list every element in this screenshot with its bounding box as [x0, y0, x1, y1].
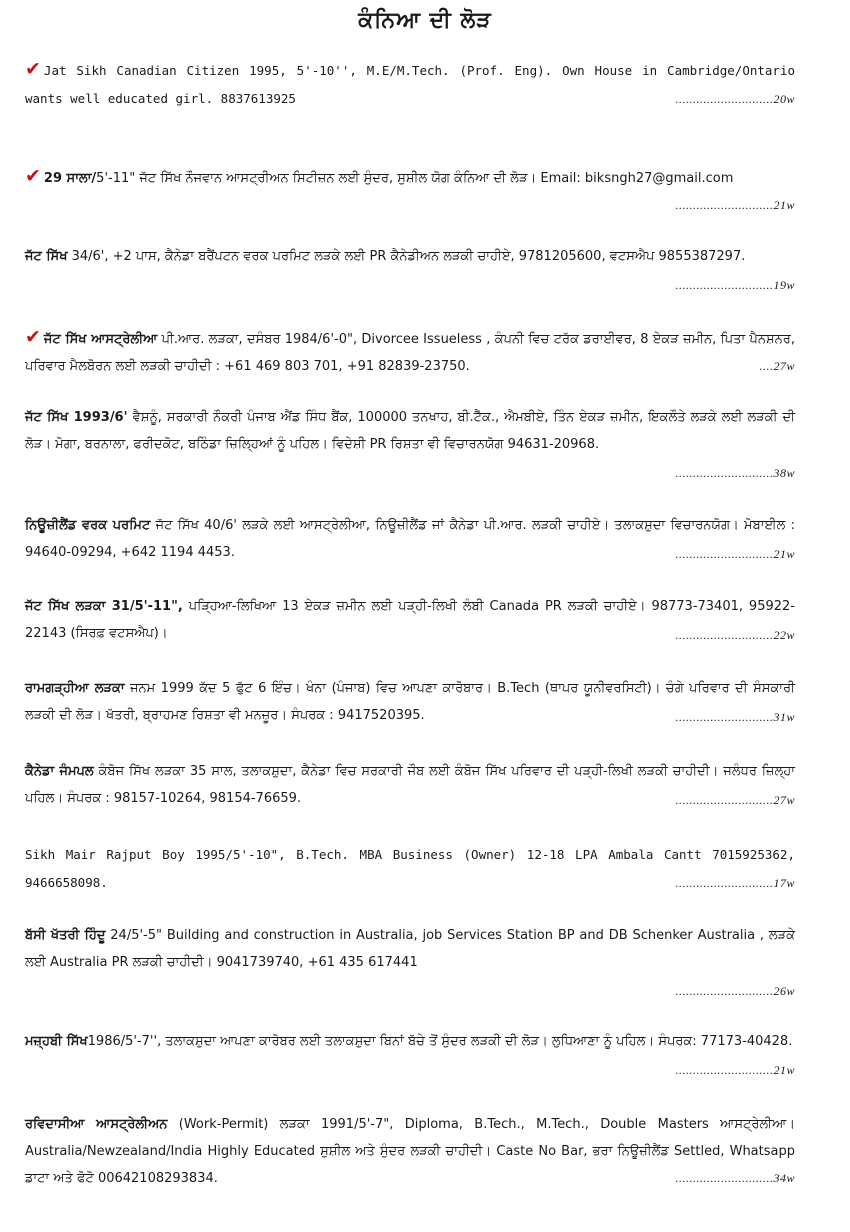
listing	[25, 675, 795, 731]
listing-ref: ............................34w	[675, 1171, 795, 1185]
listing-lead: ਬੱਸੀ ਖੱਤਰੀ ਹਿੰਦੂ	[25, 928, 106, 943]
listing	[25, 593, 795, 649]
listing-ref: ............................31w	[675, 710, 795, 724]
listing-lead: 29 ਸਾਲਾ/	[43, 171, 97, 186]
listing-body: Sikh Mair Rajput Boy 1995/5'-10", B.Tech. MBA Business (Owner) 12-18 LPA Ambala Cantt 7015925362, 9466658098.	[25, 847, 795, 890]
listing	[25, 1028, 795, 1084]
listing-body: Jat Sikh Canadian Citizen 1995, 5'-10'', M.E/M.Tech. (Prof. Eng). Own House in Cambridge/Ontario wants well educated girl. 8837613925	[25, 63, 795, 106]
listing-ref: ....27w	[759, 359, 795, 373]
listing-lead: ਮਜ਼੍ਹਬੀ ਸਿੱਖ	[25, 1034, 88, 1049]
listing-lead: ਜੱਟ ਸਿੱਖ	[25, 249, 68, 264]
listing-body: ਪੀ.ਆਰ. ਲੜਕਾ, ਦਸੰਬਰ 1984/6'-0", Divorcee Issueless , ਕੰਪਨੀ ਵਿਚ ਟਰੱਕ ਡਰਾਈਵਰ, 8 ਏਕੜ ਜ਼ਮੀਨ, ਪਿਤਾ ਪੈਨਸ਼ਨਰ, ਪਰਿਵਾਰ ਮੈਲਬੋਰਨ ਲਈ ਲੜਕੀ ਚਾਹੀਦੀ : +61 469 803 701, +91 82839-23750.	[25, 332, 795, 374]
listing-body: ਕੰਬੋਜ ਸਿੱਖ ਲੜਕਾ 35 ਸਾਲ, ਤਲਾਕਸ਼ੁਦਾ, ਕੈਨੇਡਾ ਵਿਚ ਸਰਕਾਰੀ ਜੌਬ ਲਈ ਕੰਬੋਜ ਸਿੱਖ ਪਰਿਵਾਰ ਦੀ ਪੜ੍ਹੀ-ਲਿਖੀ ਲੜਕੀ ਚਾਹੀਦੀ। ਜਲੰਧਰ ਜ਼ਿਲ੍ਹਾ ਪਹਿਲ। ਸੰਪਰਕ : 98157-10264, 98154-76659.	[25, 764, 795, 806]
listing-lead: ਜੱਟ ਸਿੱਖ ਆਸਟ੍ਰੇਲੀਆ	[43, 332, 158, 347]
listing-ref: ............................38w	[675, 466, 795, 480]
listing	[25, 758, 795, 814]
listing-ref: ............................17w	[675, 876, 795, 890]
listing	[25, 56, 795, 112]
listing-lead: ਰਾਮਗੜ੍ਹੀਆ ਲੜਕਾ	[25, 681, 125, 696]
listing	[25, 1111, 795, 1195]
listing-lead: ਜੱਟ ਸਿੱਖ ਲੜਕਾ 31/5'-11",	[25, 599, 183, 614]
listing-ref: ............................26w	[675, 984, 795, 998]
checkmark-icon: ✔	[25, 58, 41, 80]
listing-lead: ਕੈਨੇਡਾ ਜੰਮਪਲ	[25, 764, 94, 779]
listing	[25, 404, 795, 488]
listing-body: 34/6', +2 ਪਾਸ, ਕੈਨੇਡਾ ਬਰੈਂਪਟਨ ਵਰਕ ਪਰਮਿਟ ਲੜਕੇ ਲਈ PR ਕੈਨੇਡੀਅਨ ਲੜਕੀ ਚਾਹੀਏ, 9781205600, ਵਟਸਐਪ 9855387297.	[71, 249, 746, 264]
listing-lead: ਨਿਊਜ਼ੀਲੈਂਡ ਵਰਕ ਪਰਮਿਟ	[25, 518, 151, 533]
listing-body: 5'-11" ਜੱਟ ਸਿੱਖ ਨੌਜਵਾਨ ਆਸਟ੍ਰੀਅਨ ਸਿਟੀਜ਼ਨ ਲਈ ਸੁੰਦਰ, ਸੁਸ਼ੀਲ ਯੋਗ ਕੰਨਿਆ ਦੀ ਲੋੜ। Email: biksngh27@gmail.com	[96, 171, 734, 186]
listing-body: ਜਨਮ 1999 ਕੱਦ 5 ਫੁੱਟ 6 ਇੰਚ। ਖੰਨਾ (ਪੰਜਾਬ) ਵਿਚ ਆਪਣਾ ਕਾਰੋਬਾਰ। B.Tech (ਥਾਪਰ ਯੂਨੀਵਰਸਿਟੀ)। ਚੰਗੇ ਪਰਿਵਾਰ ਦੀ ਸੰਸਕਾਰੀ ਲੜਕੀ ਦੀ ਲੋੜ। ਖੱਤਰੀ, ਬ੍ਰਾਹਮਣ ਰਿਸ਼ਤਾ ਵੀ ਮਨਜ਼ੂਰ। ਸੰਪਰਕ : 9417520395.	[25, 681, 795, 723]
listing-ref: ............................21w	[675, 1063, 795, 1077]
listing-body: 1986/5'-7'', ਤਲਾਕਸ਼ੁਦਾ ਆਪਣਾ ਕਾਰੋਬਰ ਲਈ ਤਲਾਕਸ਼ੁਦਾ ਬਿਨਾਂ ਬੱਚੇ ਤੋਂ ਸੁੰਦਰ ਲੜਕੀ ਦੀ ਲੋੜ। ਲੁਧਿਆਣਾ ਨੂੰ ਪਹਿਲ। ਸੰਪਰਕ: 77173-40428.	[87, 1034, 793, 1049]
listing	[25, 243, 795, 299]
listing-ref: ............................22w	[675, 628, 795, 642]
listing-body: (Work-Permit) ਲੜਕਾ 1991/5'-7", Diploma, B.Tech., M.Tech., Double Masters ਆਸਟ੍ਰੇਲੀਆ। Australia/Newzealand/India Highly Educated ਸੁਸ਼ੀਲ ਅਤੇ ਸੁੰਦਰ ਲੜਕੀ ਚਾਹੀਦੀ। Caste No Bar, ਭਰਾ ਨਿਊਜ਼ੀਲੈਂਡ Settled, Whatsapp ਡਾਟਾ ਅਤੇ ਫੋਟੋ 00642108293834.	[25, 1117, 795, 1186]
listing-ref: ............................21w	[675, 547, 795, 561]
listing	[25, 841, 795, 897]
listing	[25, 922, 795, 1004]
listing-lead: ਜੱਟ ਸਿੱਖ 1993/6'	[25, 410, 128, 425]
checkmark-icon: ✔	[25, 326, 41, 348]
listing-ref: ............................20w	[675, 92, 795, 106]
listing-body: 24/5'-5" Building and construction in Australia, job Services Station BP and DB Schenker Australia , ਲੜਕੇ ਲਈ Australia PR ਲੜਕੀ ਚਾਹੀਦੀ। 9041739740, +61 435 617441	[25, 928, 796, 970]
checkmark-icon: ✔	[25, 165, 41, 187]
listing	[25, 512, 795, 568]
listing-body: ਵੈਸ਼ਨੂੰ, ਸਰਕਾਰੀ ਨੌਕਰੀ ਪੰਜਾਬ ਐਂਡ ਸਿੰਧ ਬੈਂਕ, 100000 ਤਨਖਾਹ, ਬੀ.ਟੈੱਕ., ਐਮਬੀਏ, ਤਿੰਨ ਏਕੜ ਜ਼ਮੀਨ, ਇਕਲੌਤੇ ਲੜਕੇ ਲਈ ਲੜਕੀ ਦੀ ਲੋੜ। ਮੋਗਾ, ਬਰਨਾਲਾ, ਫਰੀਦਕੋਟ, ਬਠਿੰਡਾ ਜ਼ਿਲ੍ਹਿਆਂ ਨੂੰ ਪਹਿਲ। ਵਿਦੇਸ਼ੀ PR ਰਿਸ਼ਤਾ ਵੀ ਵਿਚਾਰਨਯੋਗ 94631-20968.	[25, 410, 795, 452]
listing-ref: ............................21w	[675, 198, 795, 212]
listing-body: ਪੜ੍ਹਿਆ-ਲਿਖਿਆ 13 ਏਕੜ ਜ਼ਮੀਨ ਲਈ ਪੜ੍ਹੀ-ਲਿਖੀ ਲੰਬੀ Canada PR ਲੜਕੀ ਚਾਹੀਏ। 98773-73401, 95922-22143 (ਸਿਰਫ਼ ਵਟਸਐਪ)।	[25, 599, 795, 641]
listing-body: ਜੱਟ ਸਿੱਖ 40/6' ਲੜਕੇ ਲਈ ਆਸਟ੍ਰੇਲੀਆ, ਨਿਊਜ਼ੀਲੈਂਡ ਜਾਂ ਕੈਨੇਡਾ ਪੀ.ਆਰ. ਲੜਕੀ ਚਾਹੀਏ। ਤਲਾਕਸ਼ੁਦਾ ਵਿਚਾਰਨਯੋਗ। ਮੋਬਾਈਲ : 94640-09294, +642 1194 4453.	[25, 518, 795, 560]
listing-lead: ਰਵਿਦਾਸੀਆ ਆਸਟ੍ਰੇਲੀਅਨ	[25, 1117, 168, 1132]
listing-ref: ............................27w	[675, 793, 795, 807]
listing	[25, 163, 795, 219]
listing	[25, 324, 795, 380]
listing-ref: ............................19w	[675, 278, 795, 292]
page-title: ਕੰਨਿਆ ਦੀ ਲੋੜ	[358, 8, 492, 33]
